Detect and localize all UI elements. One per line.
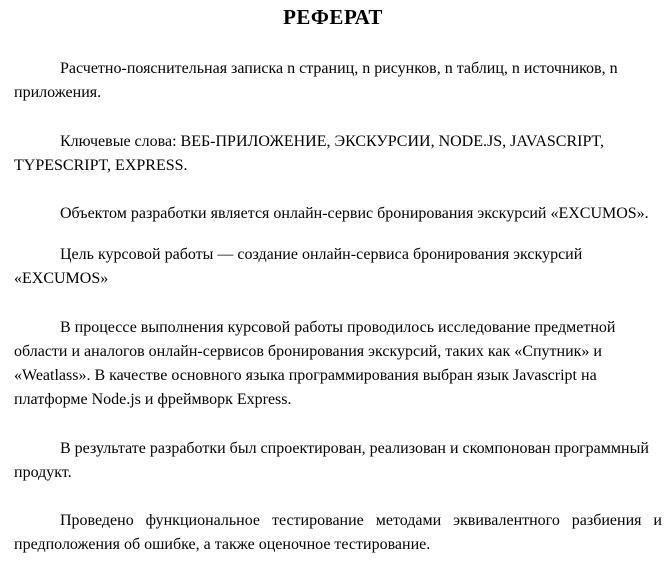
paragraph-keywords: Ключевые слова: ВЕБ-ПРИЛОЖЕНИЕ, ЭКСКУРСИИ, NODE.JS, JAVASCRIPT, TYPESCRIPT, EXPRESS. xyxy=(14,133,604,174)
paragraph-summary: Расчетно-пояснительная записка n страниц, n рисунков, n таблиц, n источников, n приложения. xyxy=(14,60,618,101)
paragraph-process: В процессе выполнения курсовой работы проводилось исследование предметной области и аналогов онлайн-сервисов бронирования экскурсий, таких как «Спутник» и «Weatlass». В качестве основного языка программирования выбран язык Javascript на платформе Node.js и фреймворк Express. xyxy=(14,319,616,408)
paragraph-goal: Цель курсовой работы — создание онлайн-сервиса бронирования экскурсий «EXCUMOS» xyxy=(14,246,583,287)
paragraph-object: Объектом разработки является онлайн-сервис бронирования экскурсий «EXCUMOS». xyxy=(60,205,649,222)
paragraph-result: В результате разработки был спроектирован, реализован и скомпонован программный продукт. xyxy=(14,440,649,481)
paragraph-testing: Проведено функциональное тестирование методами эквивалентного разбиения и предположения об ошибке, а также оценочное тестирование. xyxy=(14,512,662,553)
document-title: РЕФЕРАТ xyxy=(283,5,383,29)
